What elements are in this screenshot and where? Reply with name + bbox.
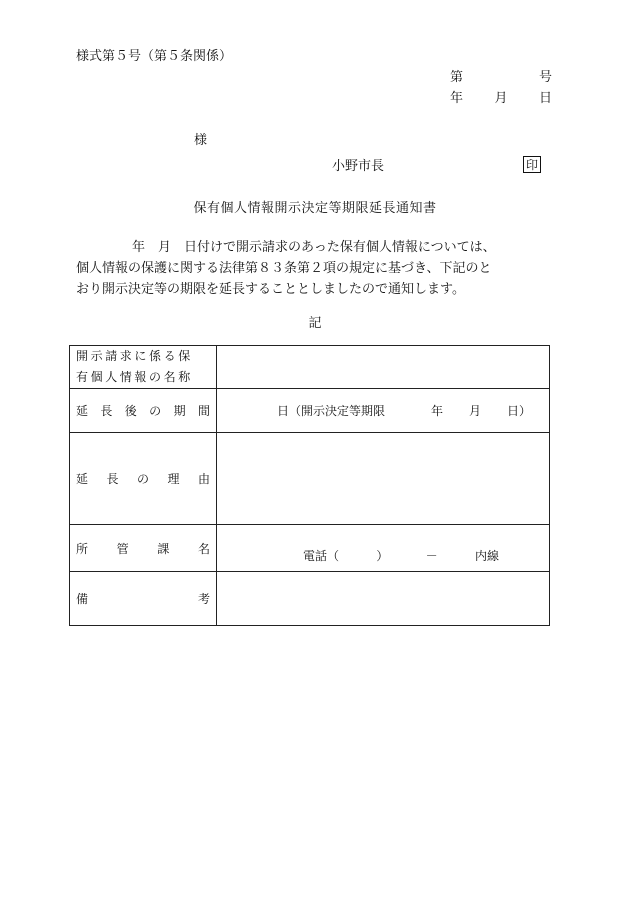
label-record-name-line1: 開示請求に係る保 [76, 349, 193, 363]
body-line-2: 個人情報の保護に関する法律第８３条第２項の規定に基づき、下記のと [76, 261, 492, 276]
document-date [450, 92, 552, 105]
period-days: 日（開示決定等期限 [277, 404, 386, 418]
ki-heading: 記 [308, 316, 322, 331]
period-year: 年 [431, 404, 444, 418]
period-month: 月 [468, 404, 481, 418]
tel-close: ） [376, 548, 389, 563]
value-record-name [217, 346, 550, 389]
table-row [70, 433, 550, 525]
label-department: 所 管 課 名 [70, 525, 217, 572]
seal-mark: 印 [523, 156, 541, 173]
date-day: 日 [538, 91, 552, 106]
tel-dash: － [425, 548, 438, 563]
sender-name: 小野市長 [332, 159, 385, 174]
body-paragraph [76, 237, 556, 300]
label-record-name [70, 346, 217, 389]
table-row [70, 525, 550, 572]
number-prefix: 第 [450, 70, 464, 85]
form-number: 様式第５号（第５条関係） [76, 49, 233, 64]
label-reason: 延 長 の 理 由 [70, 433, 217, 525]
value-department [217, 525, 550, 572]
date-month: 月 [494, 91, 508, 106]
addressee-suffix: 様 [194, 133, 208, 148]
document-number [450, 71, 552, 84]
label-extended-period: 延 長 後 の 期 間 [70, 389, 217, 433]
label-record-name-line2: 有個人情報の名称 [76, 370, 193, 384]
value-remarks [217, 572, 550, 626]
table-row [70, 572, 550, 626]
document-title: 保有個人情報開示決定等期限延長通知書 [193, 201, 437, 216]
period-day: 日） [506, 404, 531, 418]
number-suffix: 号 [538, 70, 552, 85]
date-year: 年 [450, 91, 464, 106]
body-line-1: 年 月 日付けで開示請求のあった保有個人情報については、 [132, 240, 496, 255]
table-row [70, 389, 550, 433]
value-reason [217, 433, 550, 525]
value-extended-period [217, 389, 550, 433]
label-remarks: 備 考 [70, 572, 217, 626]
body-line-3: おり開示決定等の期限を延長することとしましたので通知します。 [76, 282, 465, 297]
notice-table [69, 345, 550, 626]
table-row [70, 346, 550, 389]
tel-extension: 内線 [474, 548, 499, 563]
tel-open: 電話（ [303, 548, 340, 563]
